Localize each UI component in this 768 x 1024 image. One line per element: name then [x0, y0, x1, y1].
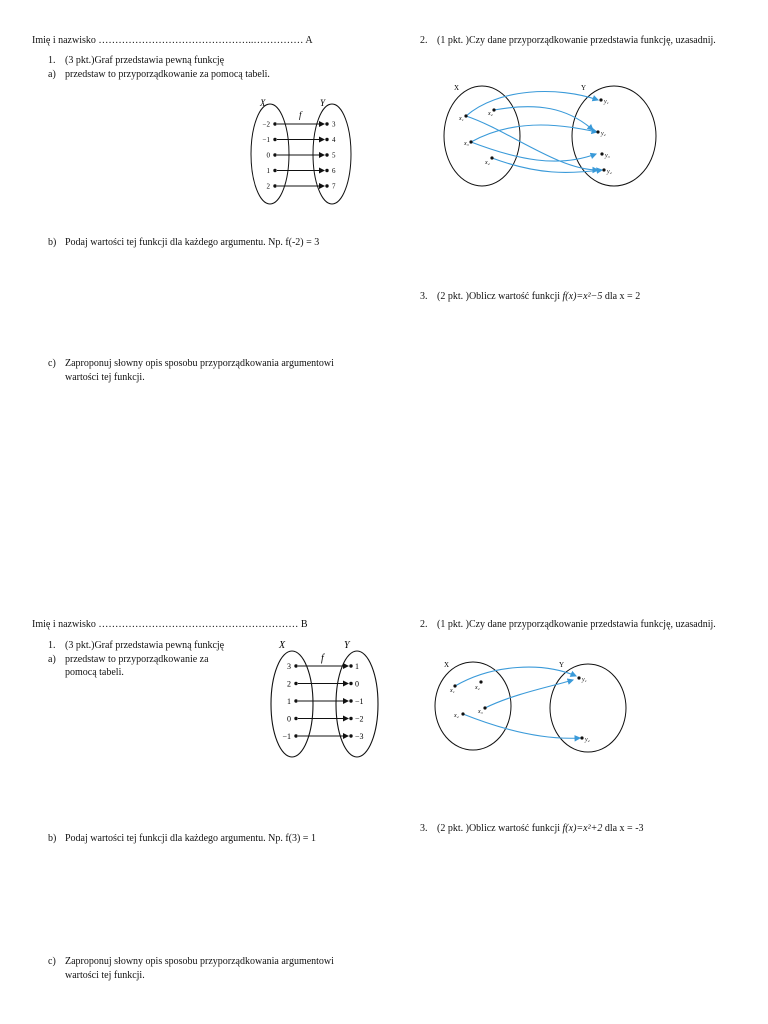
domain-label: x₃ [464, 141, 469, 147]
codomain-point [349, 734, 352, 737]
q3-text-b [437, 822, 644, 835]
domain-value-2: 1 [287, 696, 291, 706]
arrow-x4-y4 [492, 158, 602, 172]
set-x-label: X [454, 84, 460, 92]
domain-point [273, 138, 276, 141]
domain-point [273, 184, 276, 187]
set-y-label: Y [320, 98, 326, 108]
q3-text-post: dla x = -3 [602, 823, 644, 834]
q1b-marker-b: b) [48, 833, 57, 844]
domain-point [483, 706, 486, 709]
domain-point [273, 169, 276, 172]
q1a-text-line1-b: przedstaw to przyporządkowanie za [65, 654, 209, 665]
domain-label: x₄ [485, 160, 490, 166]
set-y-label: Y [344, 640, 350, 651]
codomain-point [349, 717, 352, 720]
codomain-point [325, 169, 328, 172]
domain-label: x₄ [454, 713, 459, 719]
domain-label: x₁ [459, 116, 464, 122]
q3-text-post: dla x = 2 [602, 291, 641, 302]
q1c-text-line1-b: Zaproponuj słowny opis sposobu przyporządkowania argumentowi [65, 956, 334, 967]
codomain-point [596, 130, 599, 133]
q1-number-b: 1. [48, 640, 56, 651]
arrow-x3-y2 [471, 125, 597, 142]
codomain-point [349, 682, 352, 685]
codomain-label: y₃ [605, 153, 610, 159]
function-label: f [321, 653, 324, 664]
codomain-value-2: 5 [332, 151, 336, 160]
function-label: f [299, 110, 302, 120]
domain-point [294, 682, 297, 685]
codomain-point [599, 98, 602, 101]
domain-point [294, 734, 297, 737]
domain-point [461, 712, 464, 715]
domain-point [273, 153, 276, 156]
q3-number-a: 3. [420, 291, 428, 302]
codomain-point [325, 184, 328, 187]
codomain-value-1: 0 [355, 679, 359, 689]
domain-label: x₂ [475, 685, 480, 691]
codomain-value-0: 3 [332, 120, 336, 129]
set-x-ellipse [251, 104, 289, 204]
codomain-value-3: −2 [355, 714, 364, 724]
domain-value-2: 0 [266, 151, 270, 160]
domain-point [492, 108, 495, 111]
codomain-value-0: 1 [355, 661, 359, 671]
domain-label: x₂ [488, 111, 493, 117]
relation-graph-a [438, 80, 660, 190]
domain-value-3: 1 [266, 166, 270, 175]
domain-value-3: 0 [287, 714, 291, 724]
domain-label: x₁ [450, 688, 455, 694]
q3-number-b: 3. [420, 823, 428, 834]
codomain-point [580, 736, 583, 739]
q1a-marker-b: a) [48, 654, 56, 665]
domain-value-0: 3 [287, 661, 291, 671]
q1a-text-line2-b: pomocą tabeli. [65, 667, 124, 678]
q1c-marker-a: c) [48, 358, 56, 369]
codomain-value-4: 7 [332, 182, 336, 191]
q1-text-a: (3 pkt.)Graf przedstawia pewną funkcję [65, 55, 225, 66]
set-x-label: X [260, 98, 266, 108]
codomain-point [349, 699, 352, 702]
q3-formula: f(x)=x²+2 [562, 823, 603, 834]
domain-point [294, 699, 297, 702]
set-x-label: X [444, 661, 450, 669]
domain-value-4: −1 [282, 731, 291, 741]
q3-formula: f(x)=x²−5 [562, 291, 603, 302]
set-x-ellipse [271, 651, 313, 757]
q1-text-b: (3 pkt.)Graf przedstawia pewną funkcję [65, 640, 225, 651]
domain-point [479, 680, 482, 683]
arrow-x3-y3 [471, 142, 596, 161]
codomain-value-4: −3 [355, 731, 364, 741]
domain-label: x₃ [478, 709, 483, 715]
codomain-point [325, 153, 328, 156]
relation-graph-b [433, 658, 633, 758]
codomain-label: y₂ [585, 737, 590, 743]
codomain-value-2: −1 [355, 696, 364, 706]
codomain-label: y₂ [601, 131, 606, 137]
mapping-graph-a [248, 96, 358, 208]
name-line-b: Imię i nazwisko …………………………………………………… B [32, 619, 308, 630]
q2-number-b: 2. [420, 619, 428, 630]
codomain-label: y₁ [582, 677, 587, 683]
q1c-marker-b: c) [48, 956, 56, 967]
q1b-text-b: Podaj wartości tej funkcji dla każdego argumentu. Np. f(3) = 1 [65, 833, 316, 844]
q3-text-pre: (2 pkt. )Oblicz wartość funkcji [437, 823, 563, 834]
q3-text-pre: (2 pkt. )Oblicz wartość funkcji [437, 291, 563, 302]
codomain-value-3: 6 [332, 166, 336, 175]
set-x-ellipse [435, 662, 511, 750]
arrow-x4-y2 [463, 714, 580, 738]
q1b-text-a: Podaj wartości tej funkcji dla każdego argumentu. Np. f(-2) = 3 [65, 237, 320, 248]
name-line-a: Imię i nazwisko ………………………………………..…………… A [32, 35, 313, 46]
codomain-point [602, 168, 605, 171]
q2-text-b: (1 pkt. )Czy dane przyporządkowanie przedstawia funkcję, uzasadnij. [437, 619, 716, 630]
domain-value-4: 2 [266, 182, 270, 191]
set-y-label: Y [581, 84, 587, 92]
q2-text-a: (1 pkt. )Czy dane przyporządkowanie przedstawia funkcję, uzasadnij. [437, 35, 716, 46]
mapping-graph-b [266, 638, 384, 760]
set-y-ellipse [572, 86, 656, 186]
codomain-label: y₁ [604, 99, 609, 105]
set-x-label: X [279, 640, 286, 651]
domain-point [294, 664, 297, 667]
codomain-point [600, 152, 603, 155]
q1a-marker-a: a) [48, 69, 56, 80]
q1c-text-line2-b: wartości tej funkcji. [65, 970, 145, 981]
codomain-point [349, 664, 352, 667]
domain-point [273, 122, 276, 125]
q1a-text-a: przedstaw to przyporządkowanie za pomocą tabeli. [65, 69, 270, 80]
arrow-x1-y1 [466, 92, 598, 116]
q1c-text-line1-a: Zaproponuj słowny opis sposobu przyporządkowania argumentowi [65, 358, 334, 369]
domain-value-1: −1 [262, 135, 270, 144]
q1b-marker-a: b) [48, 237, 57, 248]
domain-point [469, 140, 472, 143]
arrow-x3-y1 [485, 680, 573, 708]
q1c-text-line2-a: wartości tej funkcji. [65, 372, 145, 383]
codomain-point [325, 122, 328, 125]
set-y-label: Y [559, 661, 565, 669]
domain-point [490, 156, 493, 159]
q3-text-a [437, 290, 640, 303]
codomain-point [577, 676, 580, 679]
domain-point [294, 717, 297, 720]
codomain-point [325, 138, 328, 141]
arrow-x1-y1 [455, 667, 576, 686]
codomain-label: y₄ [607, 169, 612, 175]
domain-value-1: 2 [287, 679, 291, 689]
codomain-value-1: 4 [332, 135, 336, 144]
domain-value-0: −2 [262, 120, 270, 129]
q1-number-a: 1. [48, 55, 56, 66]
domain-point [464, 114, 467, 117]
q2-number-a: 2. [420, 35, 428, 46]
